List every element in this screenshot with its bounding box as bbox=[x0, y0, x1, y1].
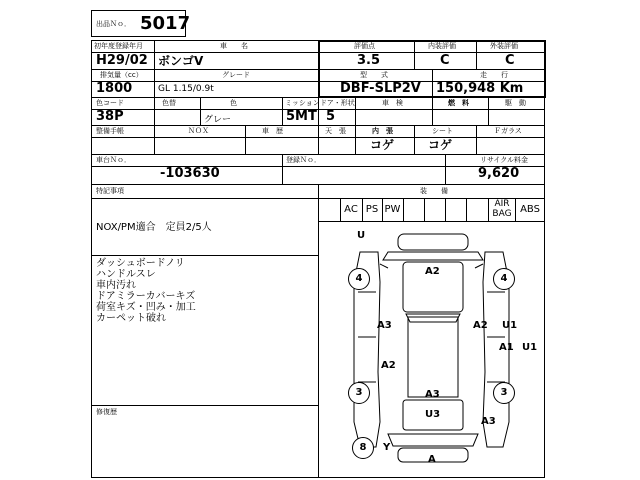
remarks-label: 特記事項 bbox=[96, 187, 124, 195]
remarks-note: ダッシュボードノリ bbox=[96, 258, 185, 269]
displacement-value: 1800 bbox=[96, 81, 133, 96]
equip-airbag: AIR BAG bbox=[492, 199, 512, 219]
recycle-fee-value: 9,620 bbox=[478, 166, 520, 181]
damage-code: A1 bbox=[499, 342, 514, 353]
tire-rear-left: 3 bbox=[348, 382, 370, 404]
car-name-value: ボンゴV bbox=[158, 54, 204, 68]
mission-label: ミッション bbox=[285, 99, 320, 107]
score-label: 評価点 bbox=[354, 42, 375, 50]
chassis-number-value: -103630 bbox=[160, 166, 220, 181]
equipment-label: 装 備 bbox=[420, 187, 448, 195]
color-label: 色 bbox=[230, 99, 237, 107]
damage-code: A3 bbox=[425, 389, 440, 400]
damage-code: A3 bbox=[481, 416, 496, 427]
interior-trim-label: 内 張 bbox=[372, 127, 393, 135]
damage-code: Y bbox=[383, 442, 391, 453]
lot-number: 5017 bbox=[140, 13, 191, 34]
damage-code: A3 bbox=[377, 320, 392, 331]
color-change-label: 色替 bbox=[162, 99, 176, 107]
equip-pw: PW bbox=[384, 204, 401, 215]
lot-number-box bbox=[91, 10, 191, 37]
damage-code: A2 bbox=[425, 266, 440, 277]
repair-history-label: 修復歴 bbox=[96, 408, 117, 416]
model-code-label: 型 式 bbox=[360, 71, 388, 79]
grade-label: グレード bbox=[222, 71, 250, 79]
mileage-label: 走 行 bbox=[480, 71, 508, 79]
first-registration-value: H29/02 bbox=[96, 53, 148, 68]
remarks-note: ハンドルスレ bbox=[96, 269, 156, 280]
damage-code: U1 bbox=[522, 342, 538, 353]
interior-grade-value: C bbox=[440, 53, 450, 68]
tire-front-right: 4 bbox=[493, 268, 515, 290]
seat-value: コゲ bbox=[428, 138, 453, 152]
remarks-note: カーペット破れ bbox=[96, 313, 166, 324]
grade-value: GL 1.15/0.9t bbox=[158, 84, 214, 94]
first-registration-label: 初年度登録年月 bbox=[94, 42, 143, 50]
exterior-grade-label: 外装評価 bbox=[490, 42, 518, 50]
drive-label: 駆 動 bbox=[505, 99, 526, 107]
color-code-label: 色コード bbox=[96, 99, 124, 107]
car-name-label: 車 名 bbox=[220, 42, 248, 50]
damage-code: A2 bbox=[381, 360, 396, 371]
nox-label: ＮＯＸ bbox=[188, 127, 209, 135]
doors-value: 5 bbox=[326, 109, 336, 124]
damage-code: A2 bbox=[473, 320, 488, 331]
damage-code: U bbox=[357, 230, 366, 241]
model-code-value: DBF-SLP2V bbox=[340, 81, 421, 96]
remarks-note: 車内汚れ bbox=[96, 280, 136, 291]
interior-trim-value: コゲ bbox=[370, 138, 395, 152]
chassis-number-label: 車台Ｎｏ． bbox=[96, 156, 131, 164]
equip-ac: AC bbox=[344, 204, 358, 215]
remarks-line-nox: NOX/PM適合 定員2/5人 bbox=[96, 222, 212, 233]
remarks-note: ドアミラーカバーキズ bbox=[96, 291, 196, 302]
score-value: 3.5 bbox=[357, 53, 381, 68]
mileage-value: 150,948 Km bbox=[436, 81, 524, 96]
history-label: 車 歴 bbox=[262, 127, 283, 135]
color-code-value: 38P bbox=[96, 109, 124, 124]
interior-grade-label: 内装評価 bbox=[428, 42, 456, 50]
seat-label: シート bbox=[432, 127, 453, 135]
equip-abs: ABS bbox=[520, 204, 540, 215]
fuel-label: 燃 料 bbox=[448, 99, 469, 107]
damage-code: U3 bbox=[425, 409, 441, 420]
exterior-grade-value: C bbox=[505, 53, 515, 68]
damage-code: U1 bbox=[502, 320, 518, 331]
registration-number-label: 登録Ｎｏ． bbox=[286, 156, 321, 164]
color-value: グレー bbox=[204, 115, 232, 125]
service-manual-label: 整備手帳 bbox=[96, 127, 124, 135]
front-glass-label: Ｆガラス bbox=[494, 127, 522, 135]
inspection-label: 車 検 bbox=[382, 99, 403, 107]
equip-ps: PS bbox=[365, 204, 379, 215]
recycle-fee-label: リサイクル料金 bbox=[480, 156, 529, 164]
tire-front-left: 4 bbox=[348, 268, 370, 290]
tire-rear-right: 3 bbox=[493, 382, 515, 404]
mission-value: 5MT bbox=[286, 109, 317, 124]
doors-label: ドア・形状 bbox=[320, 99, 355, 107]
roof-lining-label: 天 張 bbox=[325, 127, 346, 135]
lot-number-label: 出品Ｎｏ． bbox=[96, 20, 131, 28]
displacement-label: 排気量（cc） bbox=[100, 71, 143, 79]
damage-code: A bbox=[428, 454, 436, 465]
tire-spare: 8 bbox=[352, 437, 374, 459]
remarks-note: 荷室キズ・凹み・加工 bbox=[96, 302, 196, 313]
